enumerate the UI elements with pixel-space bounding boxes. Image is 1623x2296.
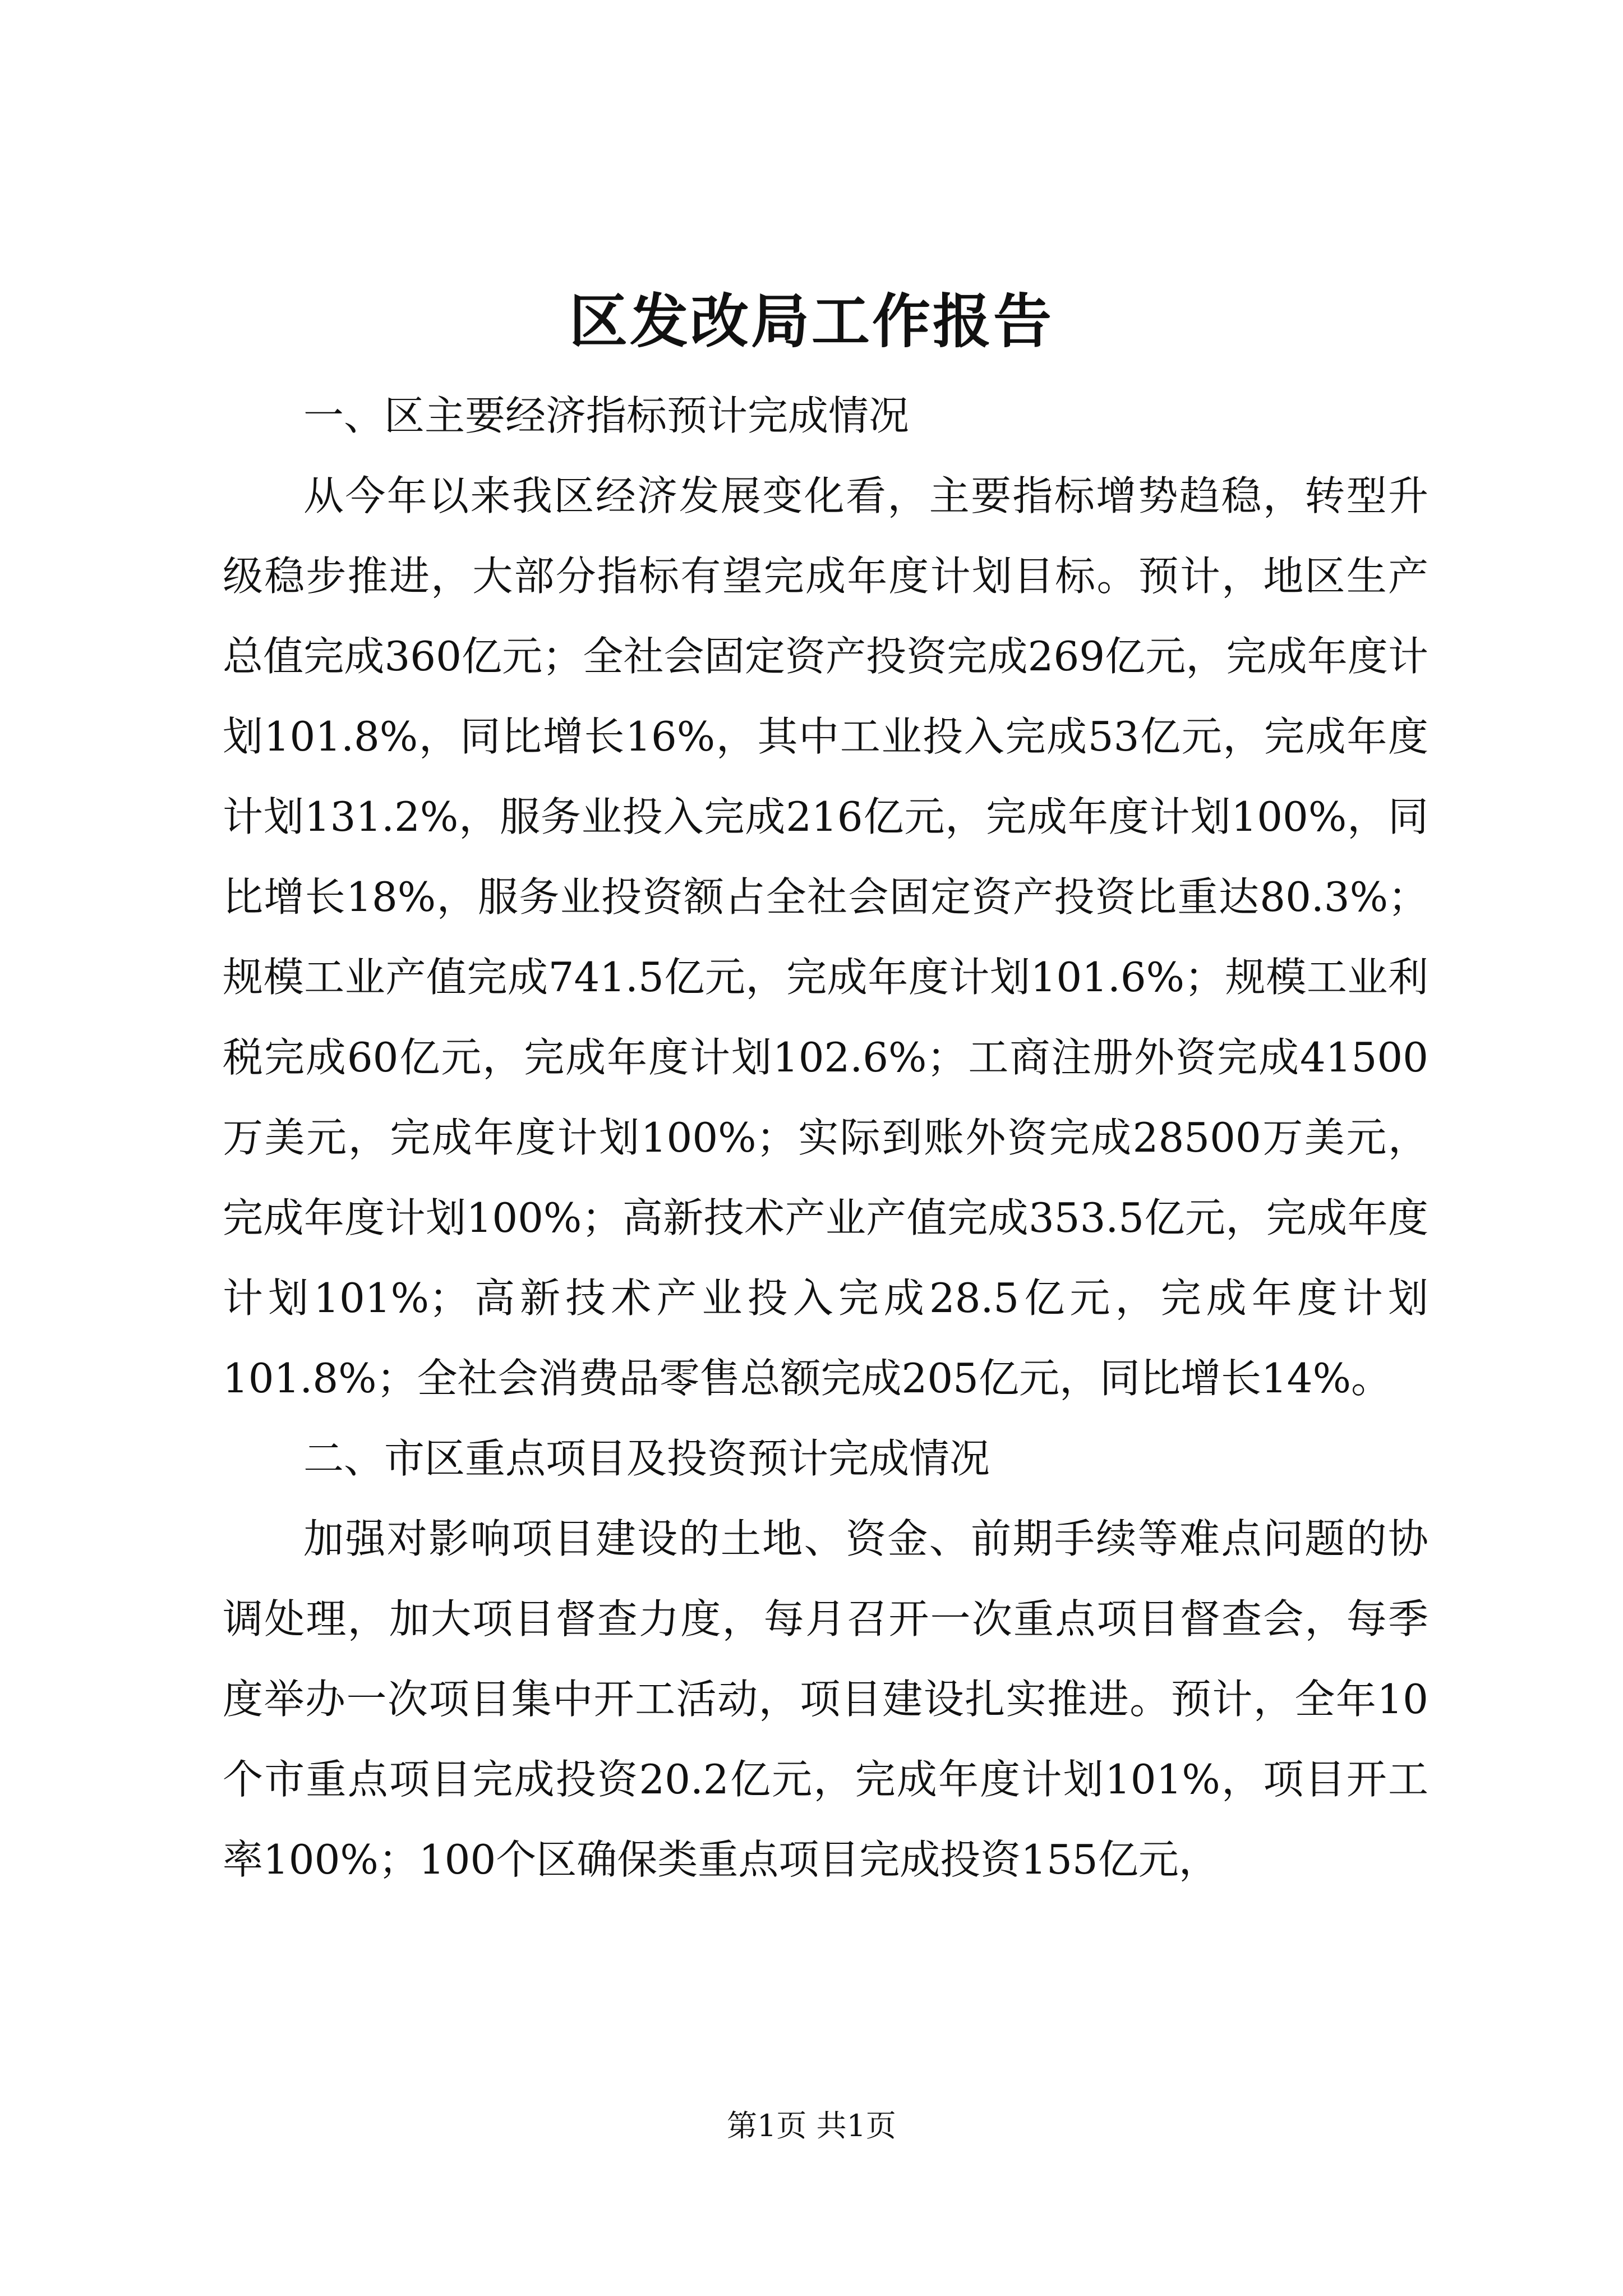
section-heading-2: 二、市区重点项目及投资预计完成情况 [303, 1435, 990, 1482]
section-heading-1: 一、区主要经济指标预计完成情况 [303, 392, 910, 439]
section-paragraph-1: 从今年以来我区经济发展变化看，主要指标增势趋稳，转型升级稳步推进，大部分指标有望完成年度计划目标。预计，地区生产总值完成360亿元；全社会固定资产投资完成269亿元，完成年度计划101.8%，同比增长16%，其中工业投入完成53亿元，完成年度计划131.2%，服务业投入完成216亿元，完成年度计划100%，同比增长18%，服务业投资额占全社会固定资产投资比重达80.3%；规模工业产值完成741.5亿元，完成年度计划101.6%；规模工业利税完成60亿元，完成年度计划102.6%；工商注册外资完成41500万美元，完成年度计划100%；实际到账外资完成28500万美元，完成年度计划100%；高新技术产业产值完成353.5亿元，完成年度计划101%；高新技术产业投入完成28.5亿元，完成年度计划101.8%；全社会消费品零售总额完成205亿元，同比增长14%。 [223, 472, 1428, 1402]
section-paragraph-2: 加强对影响项目建设的土地、资金、前期手续等难点问题的协调处理，加大项目督查力度，每月召开一次重点项目督查会，每季度举办一次项目集中开工活动，项目建设扎实推进。预计，全年10个市重点项目完成投资20.2亿元，完成年度计划101%，项目开工率100%；100个区确保类重点项目完成投资155亿元， [223, 1515, 1428, 1883]
document-title: 区发改局工作报告 [569, 287, 1054, 356]
document-body [223, 376, 1428, 1900]
page-footer: 第1页 共1页 [727, 2108, 896, 2143]
